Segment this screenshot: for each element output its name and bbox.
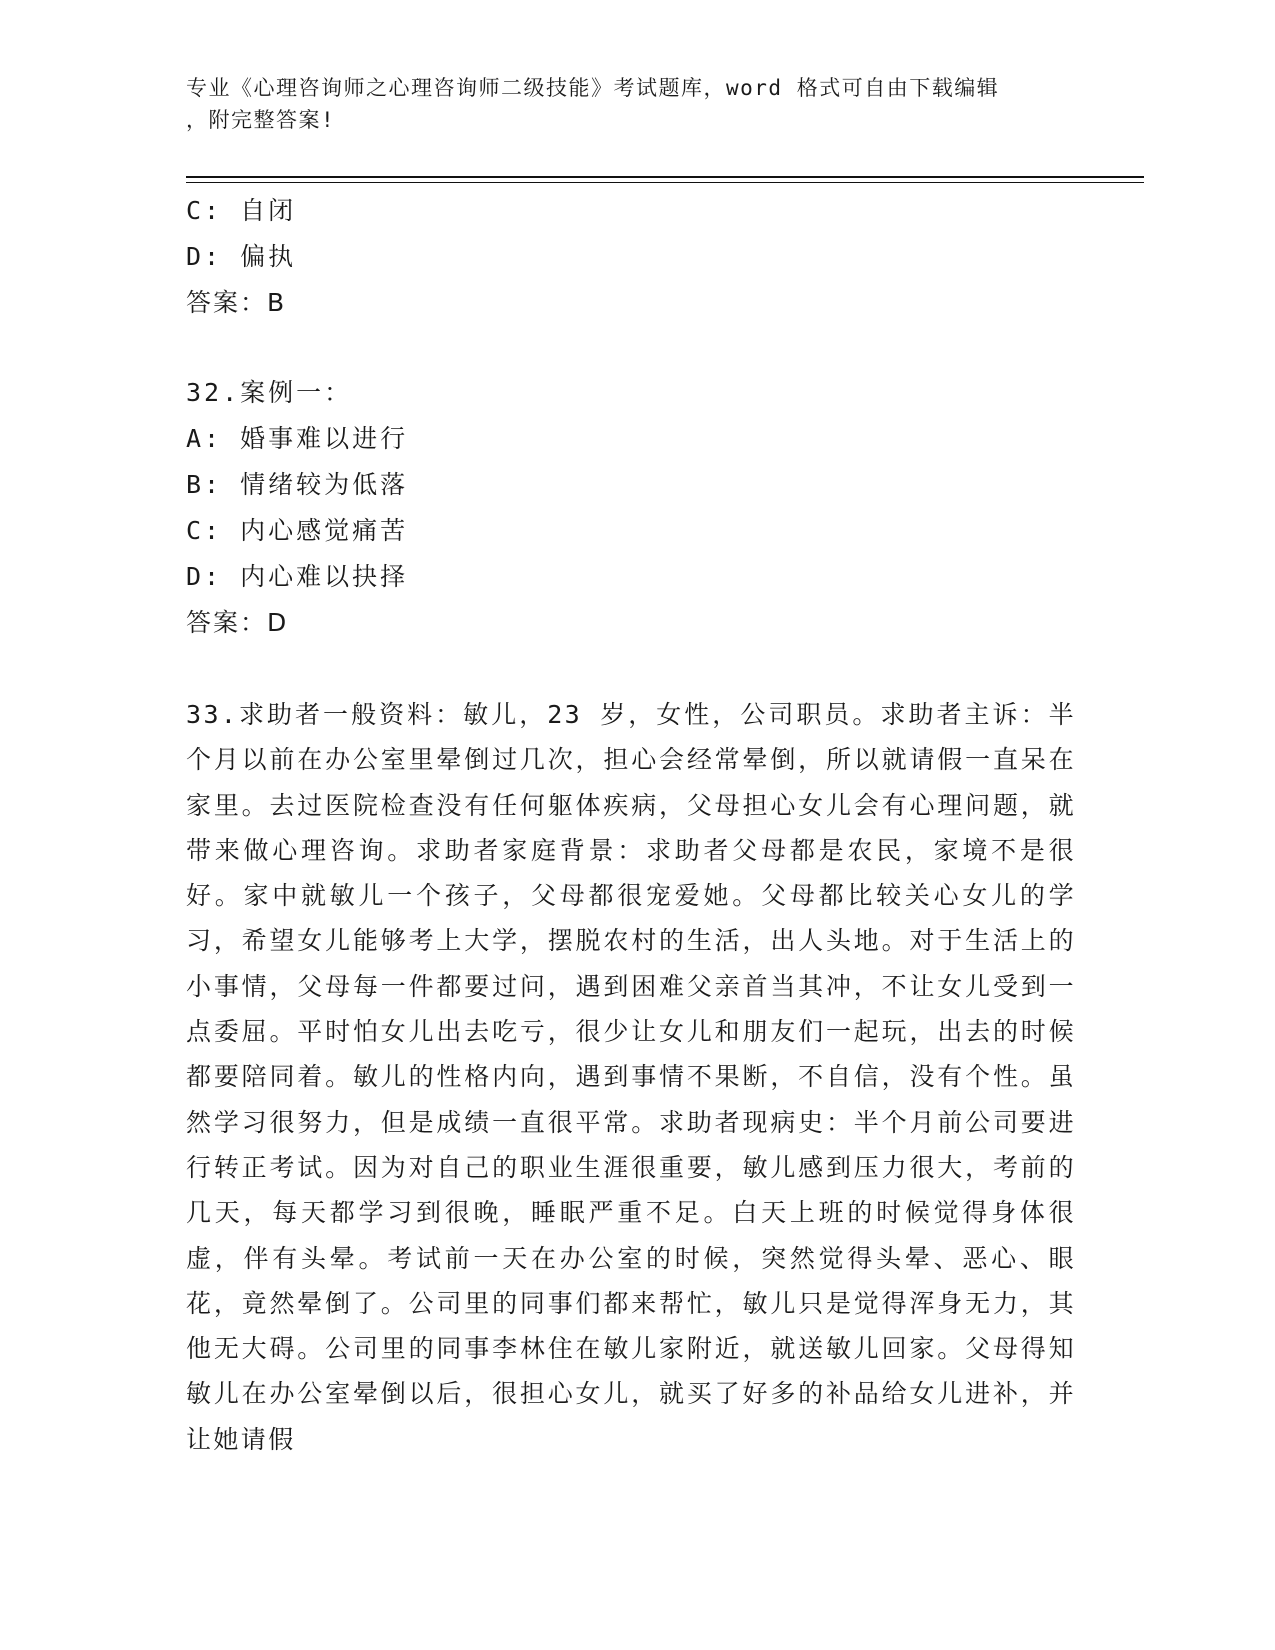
- question-33: [186, 692, 1086, 1462]
- spacer: [186, 646, 1086, 690]
- question-32: [186, 370, 1086, 646]
- option-d: D: 内心难以抉择: [186, 562, 409, 591]
- option-c: C: 内心感觉痛苦: [186, 516, 409, 545]
- header-rule-thick: [186, 176, 1144, 178]
- option-c: C: 自闭: [186, 196, 297, 225]
- case-paragraph: 33.求助者一般资料：敏儿，23 岁，女性，公司职员。求助者主诉：半个月以前在办公室里晕倒过几次，担心会经常晕倒，所以就请假一直呆在家里。去过医院检查没有任何躯体疾病，父母担心女儿会有心理问题，就带来做心理咨询。求助者家庭背景：求助者父母都是农民，家境不是很好。家中就敏儿一个孩子，父母都很宠爱她。父母都比较关心女儿的学习，希望女儿能够考上大学，摆脱农村的生活，出人头地。对于生活上的小事情，父母每一件都要过问，遇到困难父亲首当其冲，不让女儿受到一点委屈。平时怕女儿出去吃亏，很少让女儿和朋友们一起玩，出去的时候都要陪同着。敏儿的性格内向，遇到事情不果断，不自信，没有个性。虽然学习很努力，但是成绩一直很平常。求助者现病史：半个月前公司要进行转正考试。因为对自己的职业生涯很重要，敏儿感到压力很大，考前的几天，每天都学习到很晚，睡眠严重不足。白天上班的时候觉得身体很虚，伴有头晕。考试前一天在办公室的时候，突然觉得头晕、恶心、眼花，竟然晕倒了。公司里的同事们都来帮忙，敏儿只是觉得浑身无力，其他无大碍。公司里的同事李林住在敏儿家附近，就送敏儿回家。父母得知敏儿在办公室晕倒以后，很担心女儿，就买了好多的补品给女儿进补，并让她请假: [186, 700, 1076, 1454]
- option-b: B: 情绪较为低落: [186, 470, 409, 499]
- option-d: D: 偏执: [186, 242, 297, 271]
- page-header: 专业《心理咨询师之心理咨询师二级技能》考试题库，word 格式可自由下载编辑 ，附完整答案!: [186, 76, 1000, 132]
- option-a: A: 婚事难以进行: [186, 424, 409, 453]
- answer-line: 答案：D: [186, 608, 289, 637]
- question-title: 32.案例一：: [186, 378, 353, 407]
- header-rule-thin: [186, 182, 1144, 183]
- answer-line: 答案：B: [186, 288, 287, 317]
- spacer: [186, 326, 1086, 370]
- document-body: [186, 188, 1086, 1462]
- question-31: [186, 188, 1086, 326]
